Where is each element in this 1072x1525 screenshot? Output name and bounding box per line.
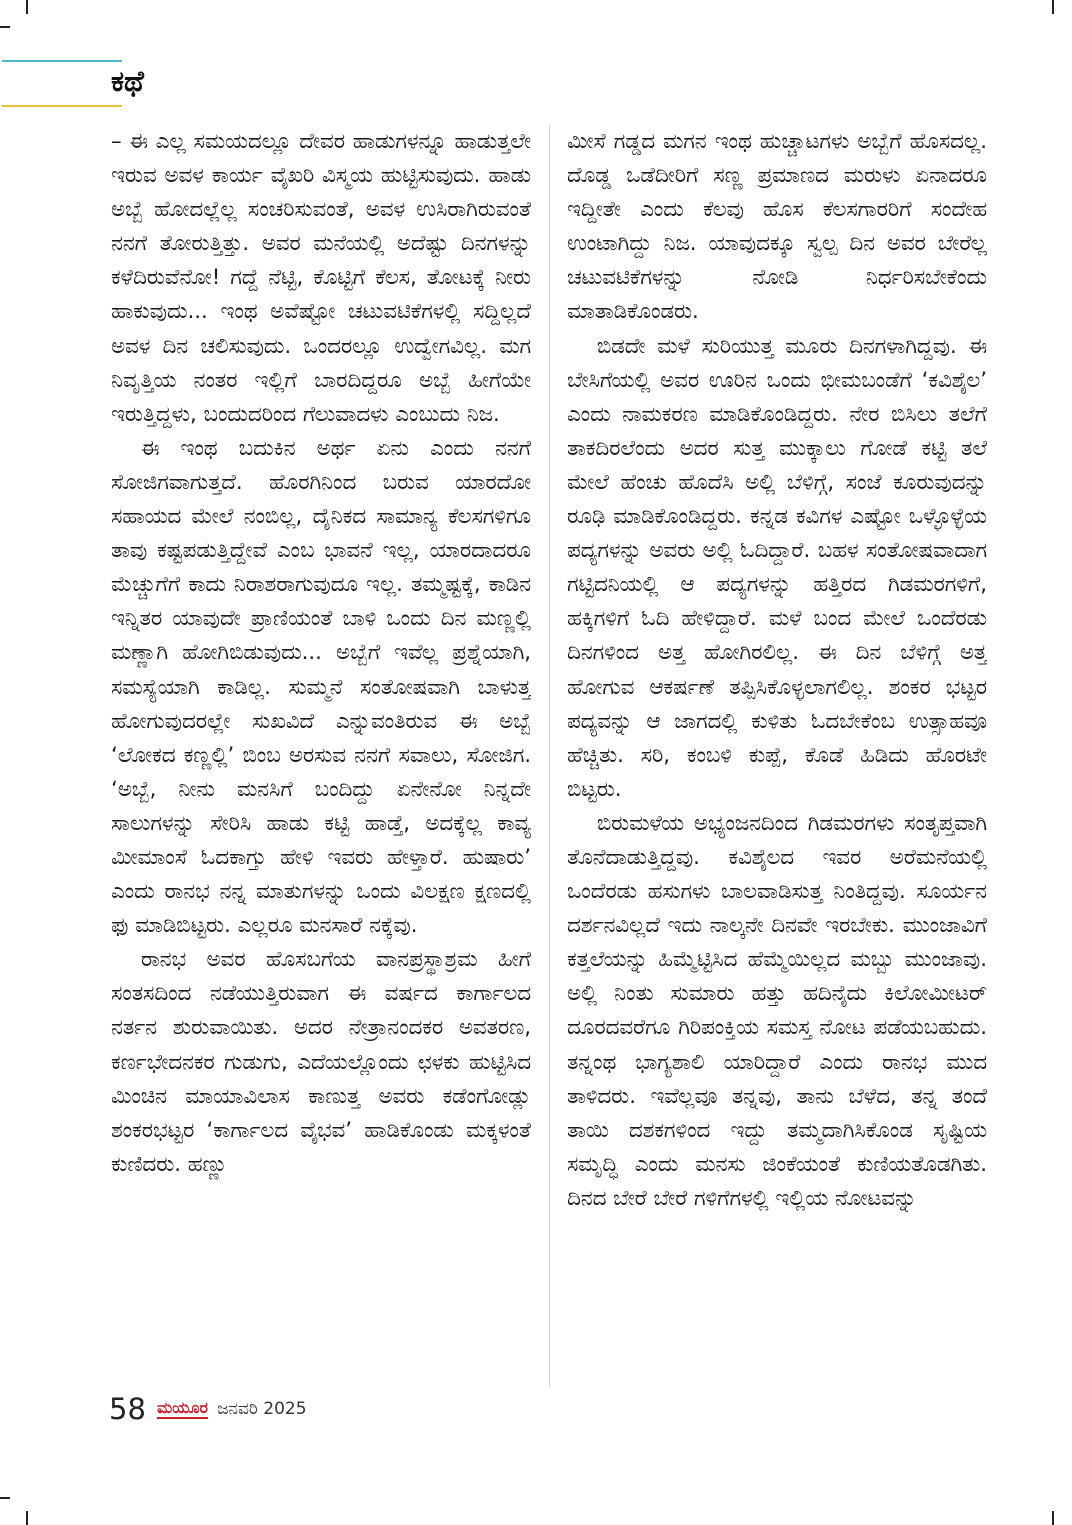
column-divider (549, 125, 550, 1387)
page-footer (109, 1392, 307, 1432)
crop-mark-bottom-right (1052, 1511, 1054, 1525)
paragraph: – ಈ ಎಲ್ಲ ಸಮಯದಲ್ಲೂ ದೇವರ ಹಾಡುಗಳನ್ನೂ ಹಾಡುತ್ತಲೇ ಇರುವ ಅವಳ ಕಾರ್ಯ ವೈಖರಿ ವಿಸ್ಮಯ ಹುಟ್ಟಿಸುವುದು. ಹಾಡು ಅಬ್ಬೆ ಹೋದಲ್ಲೆಲ್ಲ ಸಂಚರಿಸುವಂತೆ, ಅವಳ ಉಸಿರಾಗಿರುವಂತೆ ನನಗೆ ತೋರುತ್ತಿತ್ತು. ಅವರ ಮನೆಯಲ್ಲಿ ಅದೆಷ್ಟು ದಿನಗಳನ್ನು ಕಳೆದಿರುವೆನೋ! ಗದ್ದೆ ನೆಟ್ಟಿ, ಕೊಟ್ಟಿಗೆ ಕೆಲಸ, ತೋಟಕ್ಕೆ ನೀರು ಹಾಕುವುದು... ಇಂಥ ಅವೆಷ್ಟೋ ಚಟುವಟಿಕೆಗಳಲ್ಲಿ ಸದ್ದಿಲ್ಲದೆ ಅವಳ ದಿನ ಚಲಿಸುವುದು. ಒಂದರಲ್ಲೂ ಉದ್ವೇಗವಿಲ್ಲ. ಮಗ ನಿವೃತ್ತಿಯ ನಂತರ ಇಲ್ಲಿಗೆ ಬಾರದಿದ್ದರೂ ಅಬ್ಬೆ ಹೀಗೆಯೇ ಇರುತ್ತಿದ್ದಳು, ಬಂದುದರಿಂದ ಗೆಲುವಾದಳು ಎಂಬುದು ನಿಜ. (111, 129, 531, 427)
paragraph: ಮೀಸೆ ಗಡ್ಡದ ಮಗನ ಇಂಥ ಹುಚ್ಚಾಟಗಳು ಅಬ್ಬೆಗೆ ಹೊಸದಲ್ಲ. ದೊಡ್ಡ ಒಡೆದೀರಿಗೆ ಸಣ್ಣ ಪ್ರಮಾಣದ ಮರುಳು ಏನಾದರೂ ಇದ್ದೀತೇ ಎಂದು ಕೆಲವು ಹೊಸ ಕೆಲಸಗಾರರಿಗೆ ಸಂದೇಹ ಉಂಟಾಗಿದ್ದು ನಿಜ. ಯಾವುದಕ್ಕೂ ಸ್ವಲ್ಪ ದಿನ ಅವರ ಬೇರೆಲ್ಲ ಚಟುವಟಿಕೆಗಳನ್ನು ನೋಡಿ ನಿರ್ಧರಿಸಬೇಕೆಂದು ಮಾತಾಡಿಕೊಂಡರು. (567, 129, 987, 325)
paragraph: ರಾನಭ ಅವರ ಹೊಸಬಗೆಯ ವಾನಪ್ರಸ್ಥಾಶ್ರಮ ಹೀಗೆ ಸಂತಸದಿಂದ ನಡೆಯುತ್ತಿರುವಾಗ ಈ ವರ್ಷದ ಕಾರ್ಗಾಲದ ನರ್ತನ ಶುರುವಾಯಿತು. ಅದರ ನೇತ್ರಾನಂದಕರ ಅವತರಣ, ಕರ್ಣಭೇದನಕರ ಗುಡುಗು, ಎದೆಯಲ್ಲೊಂದು ಛಳಕು ಹುಟ್ಟಿಸಿದ ಮಿಂಚಿನ ಮಾಯಾವಿಲಾಸ ಕಾಣುತ್ತ ಅವರು ಕಡೆಂಗೋಡ್ಲು ಶಂಕರಭಟ್ಟರ ‘ಕಾರ್ಗಾಲದ ವೈಭವ’ ಹಾಡಿಕೊಂಡು ಮಕ್ಕಳಂತೆ ಕುಣಿದರು. ಹಣ್ಣು (111, 947, 531, 1177)
paragraph: ಬಿರುಮಳೆಯ ಅಭ್ಯಂಜನದಿಂದ ಗಿಡಮರಗಳು ಸಂತೃಪ್ತವಾಗಿ ತೊನೆದಾಡುತ್ತಿದ್ದವು. ಕವಿಶೈಲದ ಇವರ ಅರೆಮನೆಯಲ್ಲಿ ಒಂದೆರಡು ಹಸುಗಳು ಬಾಲವಾಡಿಸುತ್ತ ನಿಂತಿದ್ದವು. ಸೂರ್ಯನ ದರ್ಶನವಿಲ್ಲದೆ ಇದು ನಾಲ್ಕನೇ ದಿನವೇ ಇರಬೇಕು. ಮುಂಜಾವಿಗೆ ಕತ್ತಲೆಯನ್ನು ಹಿಮ್ಮೆಟ್ಟಿಸಿದ ಹೆಮ್ಮೆಯಿಲ್ಲದ ಮಬ್ಬು ಮುಂಜಾವು. ಅಲ್ಲಿ ನಿಂತು ಸುಮಾರು ಹತ್ತು ಹದಿನೈದು ಕಿಲೋಮೀಟರ್ ದೂರದವರೆಗೂ ಗಿರಿಪಂಕ್ತಿಯ ಸಮಸ್ತ ನೋಟ ಪಡೆಯಬಹುದು. ತನ್ನಂಥ ಭಾಗ್ಯಶಾಲಿ ಯಾರಿದ್ದಾರೆ ಎಂದು ರಾನಭ ಮುದ ತಾಳಿದರು. ಇವೆಲ್ಲವೂ ತನ್ನವು, ತಾನು ಬೆಳೆದ, ತನ್ನ ತಂದೆ ತಾಯಿ ದಶಕಗಳಿಂದ ಇದ್ದು ತಮ್ಮದಾಗಿಸಿಕೊಂಡ ಸೃಷ್ಟಿಯ ಸಮೃದ್ಧಿ ಎಂದು ಮನಸು ಜಿಂಕೆಯಂತೆ ಕುಣಿಯತೊಡಗಿತು. ದಿನದ ಬೇರೆ ಬೇರೆ ಗಳಿಗೆಗಳಲ್ಲಿ ಇಲ್ಲಿಯ ನೋಟವನ್ನು (567, 810, 987, 1211)
article-column-left (111, 125, 531, 1387)
crop-mark-top-left (26, 0, 28, 14)
magazine-logo: ಮಯೂರ (157, 1398, 209, 1417)
section-title: ಕಥೆ (111, 64, 144, 98)
crop-mark-left-top (0, 26, 10, 28)
issue-date: ಜನವರಿ 2025 (217, 1399, 307, 1419)
header-rule-bottom (2, 105, 122, 107)
crop-mark-bottom-left (26, 1511, 28, 1525)
crop-mark-top-right (1052, 0, 1054, 14)
paragraph: ಬಿಡದೇ ಮಳೆ ಸುರಿಯುತ್ತ ಮೂರು ದಿನಗಳಾಗಿದ್ದವು. ಈ ಬೇಸಿಗೆಯಲ್ಲಿ ಅವರ ಊರಿನ ಒಂದು ಭೀಮಬಂಡೆಗೆ ‘ಕವಿಶೈಲ’ ಎಂದು ನಾಮಕರಣ ಮಾಡಿಕೊಂಡಿದ್ದರು. ನೇರ ಬಿಸಿಲು ತಲೆಗೆ ತಾಕದಿರಲೆಂದು ಅದರ ಸುತ್ತ ಮುಕ್ಕಾಲು ಗೋಡೆ ಕಟ್ಟಿ ತಲೆ ಮೇಲೆ ಹೆಂಚು ಹೊದೆಸಿ ಅಲ್ಲಿ ಬೆಳಿಗ್ಗೆ, ಸಂಜೆ ಕೂರುವುದನ್ನು ರೂಢಿ ಮಾಡಿಕೊಂಡಿದ್ದರು. ಕನ್ನಡ ಕವಿಗಳ ಎಷ್ಟೋ ಒಳ್ಳೊಳ್ಳೆಯ ಪದ್ಯಗಳನ್ನು ಅವರು ಅಲ್ಲಿ ಓದಿದ್ದಾರೆ. ಬಹಳ ಸಂತೋಷವಾದಾಗ ಗಟ್ಟಿದನಿಯಲ್ಲಿ ಆ ಪದ್ಯಗಳನ್ನು ಹತ್ತಿರದ ಗಿಡಮರಗಳಿಗೆ, ಹಕ್ಕಿಗಳಿಗೆ ಓದಿ ಹೇಳಿದ್ದಾರೆ. ಮಳೆ ಬಂದ ಮೇಲೆ ಒಂದೆರಡು ದಿನಗಳಿಂದ ಅತ್ತ ಹೋಗಿರಲಿಲ್ಲ. ಈ ದಿನ ಬೆಳಿಗ್ಗೆ ಅತ್ತ ಹೋಗುವ ಆಕರ್ಷಣೆ ತಪ್ಪಿಸಿಕೊಳ್ಳಲಾಗಲಿಲ್ಲ. ಶಂಕರ ಭಟ್ಟರ ಪದ್ಯವನ್ನು ಆ ಜಾಗದಲ್ಲಿ ಕುಳಿತು ಓದಬೇಕೆಂಬ ಉತ್ಸಾಹವೂ ಹೆಚ್ಚಿತು. ಸರಿ, ಕಂಬಳಿ ಕುಪ್ಪೆ, ಕೊಡೆ ಹಿಡಿದು ಹೊರಟೇ ಬಿಟ್ಟರು. (567, 333, 987, 802)
header-rule-top (2, 60, 122, 62)
crop-mark-left-bottom (0, 1497, 10, 1499)
page-number: 58 (109, 1392, 146, 1426)
article-column-right (567, 125, 987, 1387)
paragraph: ಈ ಇಂಥ ಬದುಕಿನ ಅರ್ಥ ಏನು ಎಂದು ನನಗೆ ಸೋಜಿಗವಾಗುತ್ತದೆ. ಹೊರಗಿನಿಂದ ಬರುವ ಯಾರದೋ ಸಹಾಯದ ಮೇಲೆ ನಂಬಿಲ್ಲ, ದೈನಿಕದ ಸಾಮಾನ್ಯ ಕೆಲಸಗಳಿಗೂ ತಾವು ಕಷ್ಟಪಡುತ್ತಿದ್ದೇವೆ ಎಂಬ ಭಾವನೆ ಇಲ್ಲ, ಯಾರದಾದರೂ ಮೆಚ್ಚುಗೆಗೆ ಕಾದು ನಿರಾಶರಾಗುವುದೂ ಇಲ್ಲ. ತಮ್ಮಷ್ಟಕ್ಕೆ, ಕಾಡಿನ ಇನ್ನಿತರ ಯಾವುದೇ ಪ್ರಾಣಿಯಂತೆ ಬಾಳಿ ಒಂದು ದಿನ ಮಣ್ಣಲ್ಲಿ ಮಣ್ಣಾಗಿ ಹೋಗಿಬಿಡುವುದು... ಅಬ್ಬೆಗೆ ಇವೆಲ್ಲ ಪ್ರಶ್ನೆಯಾಗಿ, ಸಮಸ್ಯೆಯಾಗಿ ಕಾಡಿಲ್ಲ. ಸುಮ್ಮನೆ ಸಂತೋಷವಾಗಿ ಬಾಳುತ್ತ ಹೋಗುವುದರಲ್ಲೇ ಸುಖವಿದೆ ಎನ್ನುವಂತಿರುವ ಈ ಅಬ್ಬೆ ‘ಲೋಕದ ಕಣ್ಣಲ್ಲಿ’ ಬಿಂಬ ಅರಸುವ ನನಗೆ ಸವಾಲು, ಸೋಜಿಗ. ‘ಅಬ್ಬೆ, ನೀನು ಮನಸಿಗೆ ಬಂದಿದ್ದು ಏನೇನೋ ನಿನ್ನದೇ ಸಾಲುಗಳನ್ನು ಸೇರಿಸಿ ಹಾಡು ಕಟ್ಟಿ ಹಾಡ್ತೆ, ಅದಕ್ಕೆಲ್ಲ ಕಾವ್ಯ ಮೀಮಾಂಸೆ ಓದಕಾಗ್ತು ಹೇಳಿ ಇವರು ಹೇಳ್ತಾರೆ. ಹುಷಾರು’ ಎಂದು ರಾನಭ ನನ್ನ ಮಾತುಗಳನ್ನು ಒಂದು ವಿಲಕ್ಷಣ ಕ್ಷಣದಲ್ಲಿ ಫು ಮಾಡಿಬಿಟ್ಟರು. ಎಲ್ಲರೂ ಮನಸಾರೆ ನಕ್ಕೆವು. (111, 435, 531, 939)
